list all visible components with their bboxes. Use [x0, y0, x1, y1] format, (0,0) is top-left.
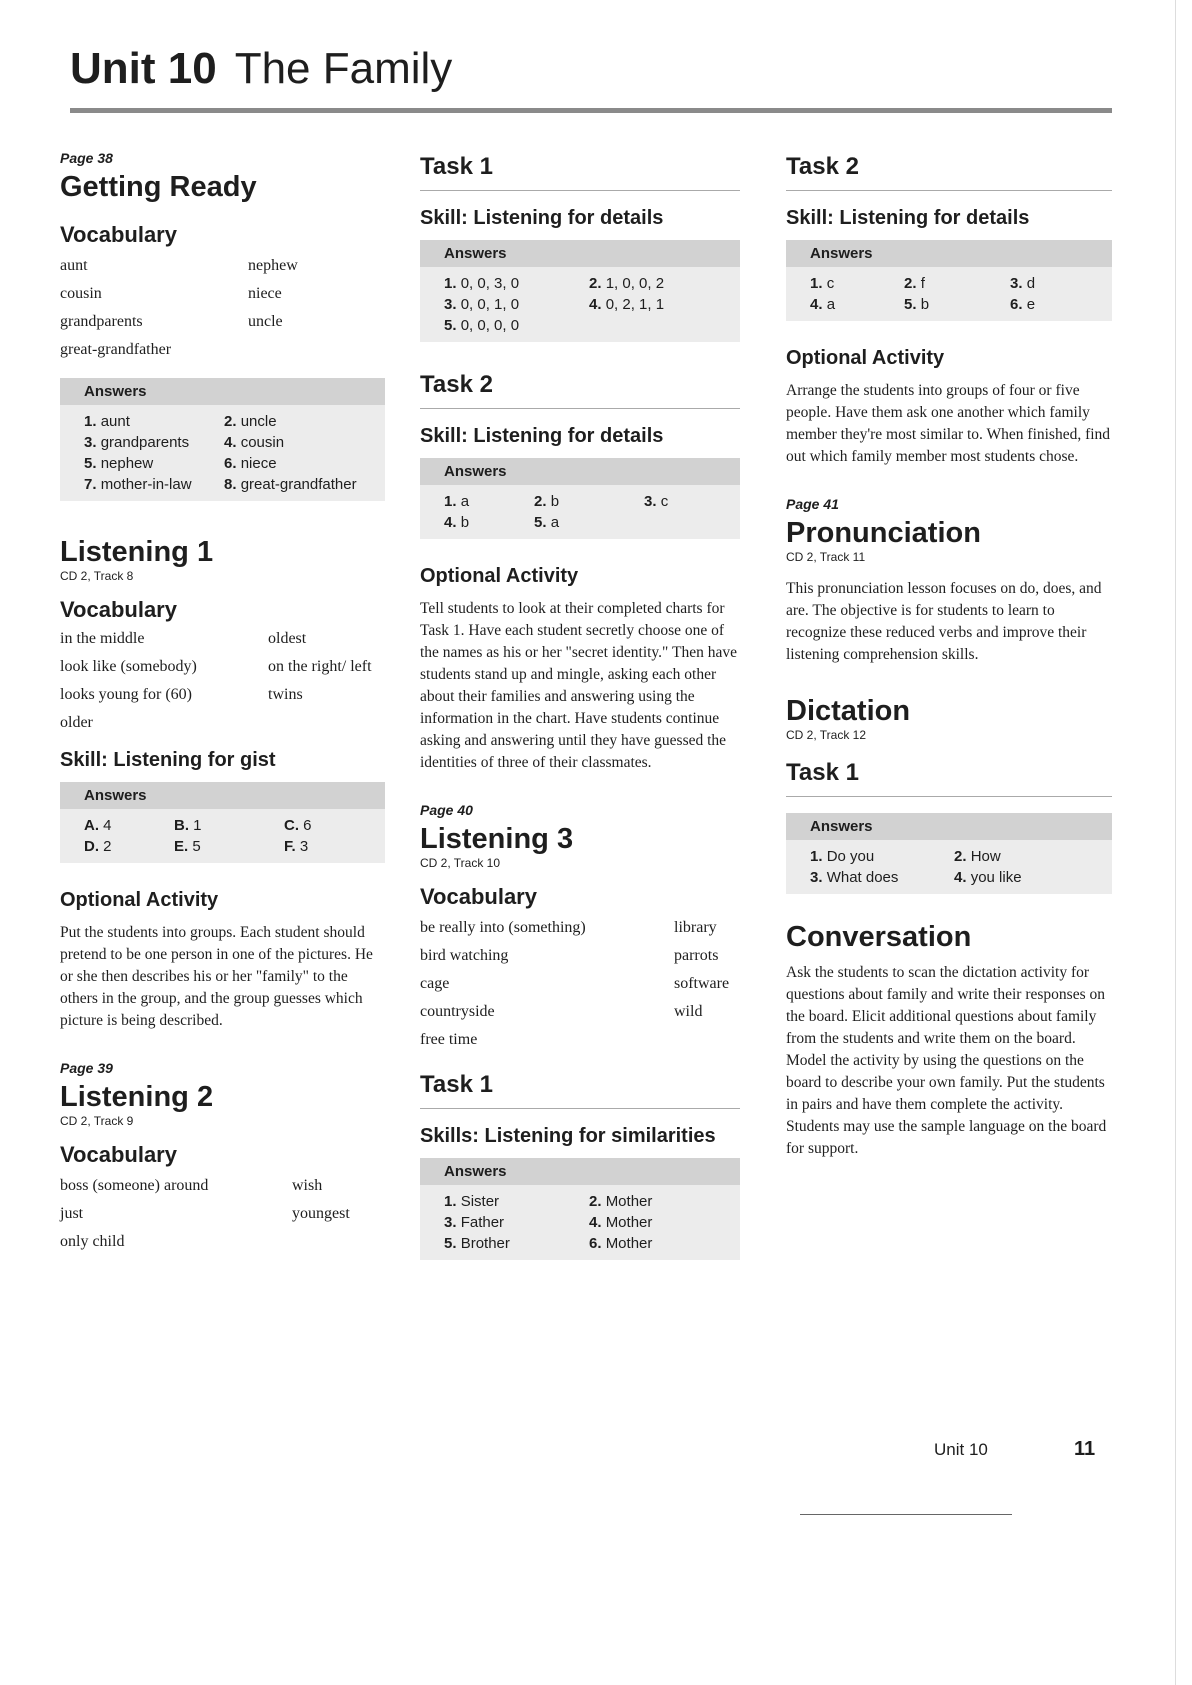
answers-label: Answers — [420, 1158, 740, 1185]
skill-heading: Skill: Listening for gist — [60, 749, 276, 771]
answer-item: 3. d — [1010, 275, 1036, 292]
vocab-item: cage — [420, 975, 450, 992]
section-heading: Getting Ready — [60, 171, 257, 203]
answers-box — [60, 782, 385, 863]
cd-track: CD 2, Track 10 — [420, 856, 501, 870]
page-ref: Page 38 — [60, 150, 113, 166]
vocab-item: in the middle — [60, 630, 145, 647]
footer-unit-label: Unit 10 — [934, 1440, 988, 1459]
task-heading: Task 2 — [786, 150, 1112, 191]
answer-item: 1. 0, 0, 3, 0 — [444, 275, 520, 292]
vocab-item: cousin — [60, 285, 102, 302]
answers-label: Answers — [786, 240, 1112, 267]
body-text: Ask the students to scan the dictation activity for questions about family and write their responses on the board. Elicit additional questions about family from the students and write them on the board. Model the activity by using the questions on the board to describe your own family. Put the students in pairs and have them complete the activity. Students may use the sample language on the board for support. — [786, 964, 1107, 1157]
answer-item: 6. Mother — [589, 1235, 653, 1252]
answer-item: 5. nephew — [84, 455, 154, 472]
answers-label: Answers — [420, 240, 740, 267]
cd-track: CD 2, Track 12 — [786, 728, 867, 742]
optional-heading: Optional Activity — [60, 889, 219, 911]
task-heading: Task 1 — [786, 756, 1112, 797]
answers-box — [420, 458, 740, 539]
answers-box — [786, 813, 1112, 894]
unit-label: Unit 10 — [70, 44, 217, 93]
unit-topic: The Family — [234, 44, 453, 93]
answer-item: 3. Father — [444, 1214, 505, 1231]
answer-item: 4. b — [444, 514, 470, 531]
answer-item: A. 4 — [84, 817, 112, 834]
vocab-item: parrots — [674, 947, 719, 964]
vocab-item: older — [60, 714, 93, 731]
answers-label: Answers — [60, 782, 385, 809]
vocab-item: on the right/ left — [268, 658, 372, 675]
task-heading: Task 1 — [420, 150, 740, 191]
section-heading: Pronunciation — [786, 517, 981, 549]
section-heading: Listening 1 — [60, 536, 214, 568]
vocab-list — [60, 252, 385, 364]
answer-item: 3. 0, 0, 1, 0 — [444, 296, 520, 313]
vocab-item: youngest — [292, 1205, 350, 1222]
answer-item: 4. cousin — [224, 434, 285, 451]
title-rule — [70, 108, 1112, 113]
answer-item: 6. e — [1010, 296, 1036, 313]
cd-track: CD 2, Track 8 — [60, 569, 134, 583]
answer-item: 2. f — [904, 275, 925, 292]
page-ref: Page 39 — [60, 1060, 113, 1076]
answer-item: 1. a — [444, 493, 470, 510]
subheading: Vocabulary — [60, 597, 177, 622]
vocab-item: aunt — [60, 257, 88, 274]
subheading: Vocabulary — [60, 222, 177, 247]
skill-heading: Skills: Listening for similarities — [420, 1125, 716, 1147]
answer-item: 1. Do you — [810, 848, 875, 865]
vocab-item: just — [60, 1205, 84, 1222]
vocab-list — [60, 1172, 385, 1256]
answer-item: 4. a — [810, 296, 836, 313]
page-edge — [1175, 0, 1176, 1685]
vocab-item: library — [674, 919, 717, 936]
vocab-item: bird watching — [420, 947, 509, 964]
footer-rule — [800, 1514, 1012, 1515]
vocab-item: countryside — [420, 1003, 495, 1020]
body-text: Tell students to look at their completed charts for Task 1. Have each student secretly choose one of the names as his or her "secret identity." Then have students stand up and mingle, asking each other about their families and answering using the information in the chart. Have students continue asking and answering until they have guessed the identities of three of their classmates. — [420, 600, 737, 771]
vocab-item: niece — [248, 285, 282, 302]
answers-box — [60, 378, 385, 501]
task-heading: Task 1 — [420, 1068, 740, 1109]
vocab-item: great-grandfather — [60, 341, 172, 358]
vocab-item: looks young for (60) — [60, 686, 192, 703]
answer-item: 4. you like — [954, 869, 1022, 886]
answer-item: 7. mother-in-law — [84, 476, 192, 493]
vocab-item: free time — [420, 1031, 478, 1048]
section-heading: Listening 3 — [420, 823, 574, 855]
vocab-item — [674, 1026, 740, 1054]
answer-item: 5. Brother — [444, 1235, 510, 1252]
answer-item: 1. c — [810, 275, 835, 292]
vocab-item — [248, 336, 385, 364]
vocab-item: only child — [60, 1233, 125, 1250]
optional-heading: Optional Activity — [420, 565, 579, 587]
answer-item: 4. Mother — [589, 1214, 653, 1231]
subheading: Vocabulary — [420, 884, 537, 909]
answers-box — [420, 1158, 740, 1260]
vocab-item: nephew — [248, 257, 298, 274]
body-text: Arrange the students into groups of four or five people. Have them ask one another which family member they're most similar to. When finished, find out which family member most students chose. — [786, 382, 1111, 465]
cd-track: CD 2, Track 9 — [60, 1114, 134, 1128]
skill-heading: Skill: Listening for details — [420, 207, 664, 229]
answer-item: 2. uncle — [224, 413, 277, 430]
subheading: Vocabulary — [60, 1142, 177, 1167]
answer-item: 1. aunt — [84, 413, 130, 430]
body-text: This pronunciation lesson focuses on do, does, and are. The objective is for students to learn to recognize these reduced verbs and improve their listening comprehension skills. — [786, 580, 1102, 663]
optional-heading: Optional Activity — [786, 347, 945, 369]
answer-item: 2. b — [534, 493, 560, 510]
section-heading: Conversation — [786, 921, 972, 953]
answer-item: 5. a — [534, 514, 560, 531]
vocab-item: grandparents — [60, 313, 143, 330]
vocab-list — [60, 627, 385, 735]
answer-item: B. 1 — [174, 817, 202, 834]
section-heading: Dictation — [786, 695, 911, 727]
answer-item: 6. niece — [224, 455, 277, 472]
answer-item: F. 3 — [284, 838, 309, 855]
answers-label: Answers — [420, 458, 740, 485]
answer-item: 5. b — [904, 296, 930, 313]
column-3 — [786, 150, 1112, 1188]
answer-item: 5. 0, 0, 0, 0 — [444, 317, 520, 334]
answer-item: 8. great-grandfather — [224, 476, 357, 493]
vocab-item: uncle — [248, 313, 283, 330]
answer-item: 2. 1, 0, 0, 2 — [589, 275, 665, 292]
vocab-item — [292, 1228, 385, 1256]
section-heading: Listening 2 — [60, 1081, 214, 1113]
vocab-item: oldest — [268, 630, 307, 647]
skill-heading: Skill: Listening for details — [786, 207, 1030, 229]
answer-item: 3. grandparents — [84, 434, 190, 451]
answer-item: 2. How — [954, 848, 1001, 865]
vocab-item: wild — [674, 1003, 703, 1020]
answers-label: Answers — [786, 813, 1112, 840]
page-number: 11 — [1074, 1438, 1096, 1460]
cd-track: CD 2, Track 11 — [786, 550, 866, 564]
vocab-item: be really into (something) — [420, 919, 586, 936]
answers-box — [420, 240, 740, 342]
column-2 — [420, 150, 740, 1286]
column-1 — [60, 150, 385, 1270]
page-ref: Page 40 — [420, 802, 473, 818]
vocab-item: software — [674, 975, 730, 992]
answer-item: C. 6 — [284, 817, 312, 834]
page-title — [70, 44, 452, 94]
answer-item: 3. What does — [810, 869, 899, 886]
answer-item: 2. Mother — [589, 1193, 653, 1210]
vocab-item: boss (someone) around — [60, 1177, 209, 1194]
answer-item — [644, 512, 716, 533]
answer-item: 3. c — [644, 493, 669, 510]
skill-heading: Skill: Listening for details — [420, 425, 664, 447]
answer-item — [589, 315, 716, 336]
vocab-item: wish — [292, 1177, 323, 1194]
answer-item: D. 2 — [84, 838, 112, 855]
answer-item: 1. Sister — [444, 1193, 500, 1210]
answers-box — [786, 240, 1112, 321]
vocab-item: twins — [268, 686, 303, 703]
body-text: Put the students into groups. Each student should pretend to be one person in one of the pictures. He or she then describes his or her "family" to the others in the group, and the group guesses which picture is being described. — [60, 924, 373, 1029]
vocab-list — [420, 914, 740, 1054]
task-heading: Task 2 — [420, 368, 740, 409]
vocab-item: look like (somebody) — [60, 658, 197, 675]
vocab-item — [268, 711, 385, 735]
answer-item: 4. 0, 2, 1, 1 — [589, 296, 665, 313]
answer-item: E. 5 — [174, 838, 201, 855]
answers-label: Answers — [60, 378, 385, 405]
page-ref: Page 41 — [786, 496, 839, 512]
